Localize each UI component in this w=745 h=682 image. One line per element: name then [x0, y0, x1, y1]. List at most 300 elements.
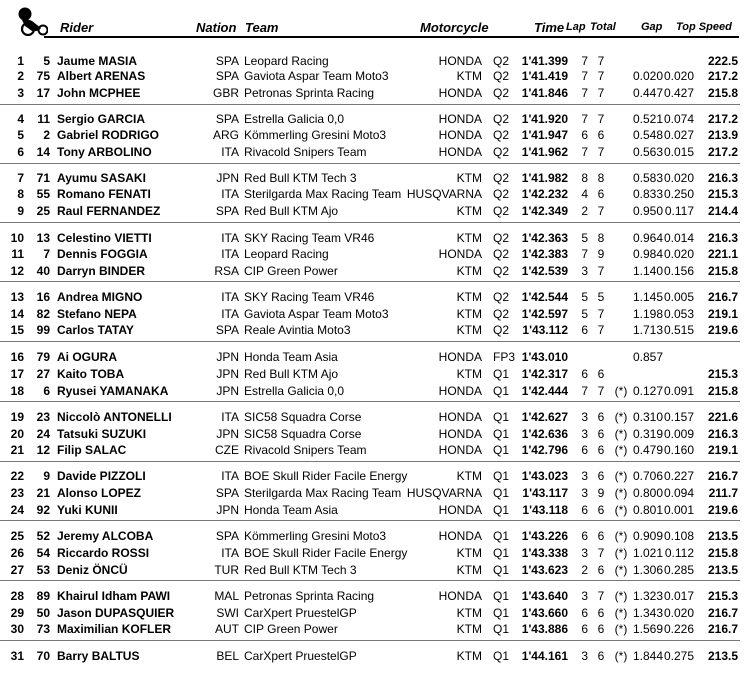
cell-moto: HONDA	[438, 589, 482, 603]
cell-prev: 0.160	[664, 443, 695, 457]
cell-lap: 6	[581, 529, 588, 543]
cell-nat: ITA	[221, 290, 239, 304]
cell-tot: 6	[597, 563, 605, 577]
cell-gap: 0.521	[632, 112, 663, 126]
cell-prev: 0.017	[664, 589, 695, 603]
cell-nat: JPN	[216, 384, 239, 398]
cell-gap: 0.548	[632, 128, 663, 142]
header-rider: Rider	[60, 20, 94, 35]
cell-moto: KTM	[456, 606, 482, 620]
cell-time: 1'43.117	[522, 486, 568, 500]
cell-tot: 6	[597, 503, 605, 517]
cell-moto: HONDA	[438, 443, 482, 457]
cell-moto: KTM	[456, 367, 482, 381]
cell-prev: 0.053	[664, 307, 695, 321]
cell-pos: 6	[17, 145, 24, 159]
cell-time: 1'43.886	[521, 622, 568, 636]
motorcycle-rider-icon	[16, 6, 48, 36]
cell-tot: 6	[597, 427, 605, 441]
cell-ses: Q2	[493, 54, 510, 68]
cell-prev: 0.156	[664, 264, 695, 278]
table-row	[0, 383, 745, 401]
cell-num: 75	[36, 69, 50, 83]
cell-time: 1'41.962	[521, 145, 568, 159]
cell-num: 27	[36, 367, 50, 381]
table-row	[0, 621, 745, 639]
cell-moto: KTM	[456, 264, 482, 278]
cell-pos: 19	[10, 410, 24, 424]
cell-rider: Khairul Idham PAWI	[57, 589, 171, 603]
cell-gap: 0.479	[632, 443, 663, 457]
cell-moto: HONDA	[438, 384, 482, 398]
cell-gap: 0.319	[632, 427, 663, 441]
cell-pos: 29	[10, 606, 24, 620]
cell-lap: 7	[581, 384, 588, 398]
cell-team: Red Bull KTM Tech 3	[244, 563, 357, 577]
cell-time: 1'43.010	[521, 350, 568, 364]
cell-moto: KTM	[456, 171, 482, 185]
cell-lap: 7	[581, 69, 588, 83]
cell-team: Petronas Sprinta Racing	[244, 589, 375, 603]
cell-team: Leopard Racing	[244, 54, 329, 68]
cell-tot: 8	[597, 171, 605, 185]
cell-moto: KTM	[456, 204, 482, 218]
cell-prev: 0.074	[664, 112, 695, 126]
cell-nat: SPA	[215, 323, 239, 337]
cell-spd: 213.5	[707, 649, 738, 663]
cell-nat: GBR	[212, 86, 239, 100]
cell-num: 55	[36, 187, 50, 201]
cell-time: 1'42.444	[521, 384, 568, 398]
cell-moto: KTM	[456, 69, 482, 83]
cell-lap: 3	[581, 486, 588, 500]
table-row	[0, 502, 745, 520]
group-separator	[0, 401, 740, 402]
cell-pos: 3	[17, 86, 24, 100]
cell-spd: 219.1	[707, 307, 738, 321]
cell-nat: SPA	[215, 69, 239, 83]
cell-prev: 0.020	[664, 171, 695, 185]
cell-pos: 10	[10, 231, 24, 245]
cell-pos: 18	[10, 384, 24, 398]
cell-gap: 0.447	[632, 86, 663, 100]
cell-rider: Dennis FOGGIA	[57, 247, 148, 261]
cell-moto: HONDA	[438, 427, 482, 441]
cell-lap: 7	[581, 86, 588, 100]
cell-time: 1'42.317	[521, 367, 568, 381]
table-row	[0, 263, 745, 281]
cell-prev: 0.020	[664, 69, 695, 83]
cell-tot: 9	[597, 486, 605, 500]
cell-time: 1'41.846	[521, 86, 568, 100]
cell-ses: Q1	[493, 384, 510, 398]
cell-ses: Q1	[493, 486, 510, 500]
cell-time: 1'43.118	[522, 503, 568, 517]
cell-rider: Gabriel RODRIGO	[57, 128, 160, 142]
cell-tot: 6	[597, 622, 605, 636]
cell-pos: 4	[17, 112, 24, 126]
table-row	[0, 322, 745, 340]
cell-team: Kömmerling Gresini Moto3	[244, 529, 387, 543]
table-row	[0, 186, 745, 204]
cell-prev: 0.226	[664, 622, 695, 636]
cell-nat: JPN	[216, 503, 239, 517]
cell-gap: 1.713	[632, 323, 663, 337]
cell-spd: 217.2	[707, 69, 738, 83]
cell-prev: 0.285	[664, 563, 695, 577]
cell-time: 1'41.982	[521, 171, 568, 185]
cell-lap: 6	[581, 503, 588, 517]
cell-moto: KTM	[456, 290, 482, 304]
cell-moto: KTM	[456, 323, 482, 337]
cell-moto: KTM	[456, 649, 482, 663]
cell-rider: Tatsuki SUZUKI	[57, 427, 147, 441]
cell-moto: HUSQVARNA	[406, 486, 482, 500]
cell-team: Honda Team Asia	[244, 503, 338, 517]
cell-team: Red Bull KTM Ajo	[244, 367, 339, 381]
header-gap: Gap	[641, 21, 663, 33]
cell-spd: 215.8	[707, 384, 738, 398]
cell-nat: MAL	[214, 589, 239, 603]
cell-rider: Darryn BINDER	[57, 264, 146, 278]
cell-spd: 222.5	[707, 54, 738, 68]
cell-num: 6	[43, 384, 50, 398]
cell-team: Rivacold Snipers Team	[244, 145, 367, 159]
cell-gap: 0.833	[632, 187, 663, 201]
cell-tot: 6	[597, 187, 605, 201]
cell-spd: 217.2	[707, 145, 738, 159]
cell-num: 73	[36, 622, 50, 636]
cell-moto: HONDA	[438, 128, 482, 142]
cell-spd: 221.6	[707, 410, 738, 424]
group-separator	[0, 461, 740, 462]
cell-pos: 22	[10, 469, 24, 483]
cell-moto: KTM	[456, 622, 482, 636]
cell-team: Sterilgarda Max Racing Team	[244, 486, 402, 500]
cell-moto: HONDA	[438, 529, 482, 543]
cell-flag: (*)	[614, 622, 628, 636]
cell-num: 16	[36, 290, 50, 304]
cell-prev: 0.091	[664, 384, 695, 398]
cell-tot: 7	[597, 145, 605, 159]
cell-spd: 221.1	[707, 247, 738, 261]
cell-time: 1'42.383	[521, 247, 568, 261]
header-rule	[44, 36, 739, 38]
cell-lap: 6	[581, 323, 588, 337]
cell-tot: 6	[597, 443, 605, 457]
cell-rider: Andrea MIGNO	[57, 290, 143, 304]
cell-ses: Q2	[493, 69, 510, 83]
cell-flag: (*)	[614, 606, 628, 620]
cell-flag: (*)	[614, 443, 628, 457]
cell-ses: Q1	[493, 649, 510, 663]
cell-lap: 6	[581, 622, 588, 636]
group-separator	[0, 281, 740, 282]
cell-spd: 214.4	[707, 204, 738, 218]
group-separator	[0, 222, 740, 223]
cell-nat: ITA	[221, 187, 239, 201]
cell-pos: 1	[17, 54, 24, 68]
cell-nat: CZE	[215, 443, 239, 457]
group-separator	[0, 640, 740, 641]
cell-ses: Q1	[493, 563, 510, 577]
cell-nat: SPA	[215, 486, 239, 500]
cell-num: 21	[36, 486, 50, 500]
cell-gap: 1.198	[632, 307, 663, 321]
cell-lap: 6	[581, 367, 588, 381]
cell-pos: 8	[17, 187, 24, 201]
cell-num: 82	[36, 307, 50, 321]
cell-prev: 0.014	[664, 231, 695, 245]
cell-team: CarXpert PruestelGP	[244, 649, 357, 663]
cell-nat: ARG	[212, 128, 239, 142]
cell-prev: 0.009	[664, 427, 695, 441]
cell-nat: JPN	[216, 171, 239, 185]
table-row	[0, 85, 745, 103]
cell-tot: 6	[597, 410, 605, 424]
cell-num: 71	[36, 171, 50, 185]
cell-tot: 8	[597, 231, 605, 245]
group-separator	[0, 104, 740, 105]
cell-ses: Q2	[493, 112, 510, 126]
cell-spd: 219.1	[707, 443, 738, 457]
header-motorcycle: Motorcycle	[420, 20, 489, 35]
table-row	[0, 144, 745, 162]
cell-flag: (*)	[614, 503, 628, 517]
cell-flag: (*)	[614, 410, 628, 424]
cell-tot: 7	[597, 69, 605, 83]
cell-spd: 213.9	[707, 128, 738, 142]
cell-team: Reale Avintia Moto3	[244, 323, 351, 337]
cell-ses: Q1	[493, 589, 510, 603]
cell-lap: 5	[581, 231, 588, 245]
cell-num: 2	[43, 128, 50, 142]
cell-pos: 15	[10, 323, 24, 337]
cell-num: 50	[36, 606, 50, 620]
group-separator	[0, 341, 740, 342]
cell-spd: 215.3	[707, 187, 738, 201]
cell-tot: 6	[597, 469, 605, 483]
cell-nat: JPN	[216, 367, 239, 381]
cell-time: 1'44.161	[521, 649, 568, 663]
cell-num: 11	[37, 112, 50, 126]
cell-rider: Romano FENATI	[57, 187, 151, 201]
cell-prev: 0.157	[664, 410, 695, 424]
cell-moto: HONDA	[438, 503, 482, 517]
cell-tot: 6	[597, 649, 605, 663]
cell-team: CarXpert PruestelGP	[244, 606, 357, 620]
cell-spd: 216.7	[707, 622, 738, 636]
cell-lap: 3	[581, 589, 588, 603]
table-row	[0, 485, 745, 503]
cell-spd: 216.7	[707, 290, 738, 304]
cell-ses: Q2	[493, 204, 510, 218]
cell-team: SIC58 Squadra Corse	[244, 427, 362, 441]
cell-team: Red Bull KTM Tech 3	[244, 171, 357, 185]
cell-gap: 0.984	[632, 247, 663, 261]
cell-num: 25	[36, 204, 50, 218]
cell-moto: KTM	[456, 307, 482, 321]
cell-tot: 7	[597, 264, 605, 278]
cell-team: Honda Team Asia	[244, 350, 338, 364]
cell-team: SIC58 Squadra Corse	[244, 410, 362, 424]
cell-pos: 14	[10, 307, 24, 321]
cell-num: 89	[36, 589, 50, 603]
cell-team: Estrella Galicia 0,0	[244, 384, 345, 398]
cell-gap: 0.964	[632, 231, 663, 245]
cell-flag: (*)	[614, 529, 628, 543]
cell-team: Kömmerling Gresini Moto3	[244, 128, 387, 142]
cell-tot: 6	[597, 606, 605, 620]
cell-time: 1'43.226	[521, 529, 568, 543]
cell-team: Rivacold Snipers Team	[244, 443, 367, 457]
cell-nat: SPA	[215, 112, 239, 126]
cell-prev: 0.015	[664, 145, 695, 159]
cell-time: 1'42.544	[521, 290, 568, 304]
cell-ses: Q2	[493, 323, 510, 337]
cell-ses: Q2	[493, 145, 510, 159]
cell-lap: 3	[581, 427, 588, 441]
cell-time: 1'42.796	[521, 443, 568, 457]
table-row	[0, 588, 745, 606]
cell-team: Estrella Galicia 0,0	[244, 112, 345, 126]
cell-rider: Ryusei YAMANAKA	[57, 384, 169, 398]
cell-lap: 2	[581, 204, 588, 218]
table-header	[0, 0, 745, 40]
cell-time: 1'41.947	[521, 128, 568, 142]
cell-prev: 0.227	[664, 469, 695, 483]
cell-prev: 0.001	[664, 503, 695, 517]
cell-pos: 28	[10, 589, 24, 603]
cell-spd: 215.8	[707, 86, 738, 100]
cell-lap: 3	[581, 410, 588, 424]
cell-gap: 1.323	[632, 589, 663, 603]
cell-moto: HONDA	[438, 410, 482, 424]
cell-moto: KTM	[456, 546, 482, 560]
cell-num: 23	[36, 410, 50, 424]
cell-gap: 0.020	[632, 69, 663, 83]
cell-team: Leopard Racing	[244, 247, 329, 261]
cell-team: Gaviota Aspar Team Moto3	[244, 69, 389, 83]
group-separator	[0, 520, 740, 521]
cell-prev: 0.005	[664, 290, 695, 304]
cell-spd: 215.3	[707, 589, 738, 603]
cell-flag: (*)	[614, 427, 628, 441]
cell-pos: 31	[10, 649, 24, 663]
cell-spd: 216.3	[707, 427, 738, 441]
cell-time: 1'42.597	[521, 307, 568, 321]
table-row	[0, 562, 745, 580]
cell-ses: Q1	[493, 503, 510, 517]
cell-nat: TUR	[214, 563, 239, 577]
cell-flag: (*)	[614, 384, 628, 398]
cell-moto: KTM	[456, 563, 482, 577]
cell-prev: 0.094	[664, 486, 695, 500]
cell-prev: 0.117	[664, 204, 694, 218]
cell-gap: 1.145	[632, 290, 663, 304]
cell-rider: Davide PIZZOLI	[57, 469, 146, 483]
cell-nat: ITA	[221, 410, 239, 424]
cell-team: Red Bull KTM Ajo	[244, 204, 339, 218]
cell-ses: Q1	[493, 606, 510, 620]
cell-rider: Sergio GARCIA	[57, 112, 146, 126]
cell-prev: 0.108	[664, 529, 695, 543]
cell-ses: Q2	[493, 128, 510, 142]
cell-num: 7	[43, 247, 50, 261]
cell-flag: (*)	[614, 589, 628, 603]
cell-pos: 23	[10, 486, 24, 500]
cell-pos: 13	[10, 290, 24, 304]
cell-tot: 7	[597, 323, 605, 337]
cell-rider: Ayumu SASAKI	[57, 171, 146, 185]
table-row	[0, 289, 745, 307]
cell-moto: HONDA	[438, 247, 482, 261]
header-total: Total	[590, 21, 616, 33]
cell-spd: 215.3	[707, 367, 738, 381]
cell-flag: (*)	[614, 546, 628, 560]
cell-time: 1'41.419	[521, 69, 568, 83]
cell-gap: 0.583	[632, 171, 663, 185]
cell-pos: 11	[11, 247, 24, 261]
cell-tot: 6	[597, 128, 605, 142]
cell-flag: (*)	[614, 649, 628, 663]
cell-gap: 0.909	[632, 529, 663, 543]
cell-rider: Tony ARBOLINO	[57, 145, 152, 159]
cell-time: 1'43.338	[521, 546, 568, 560]
cell-tot: 7	[597, 384, 605, 398]
cell-tot: 7	[597, 112, 605, 126]
table-row	[0, 409, 745, 427]
cell-prev: 0.515	[664, 323, 695, 337]
cell-spd: 219.6	[707, 323, 738, 337]
cell-pos: 9	[17, 204, 24, 218]
cell-ses: Q1	[493, 529, 510, 543]
cell-moto: HUSQVARNA	[406, 187, 482, 201]
cell-lap: 8	[581, 171, 588, 185]
header-nation: Nation	[196, 20, 237, 35]
cell-num: 99	[36, 323, 50, 337]
cell-nat: ITA	[221, 469, 239, 483]
cell-ses: Q2	[493, 231, 510, 245]
table-row	[0, 528, 745, 546]
cell-lap: 6	[581, 606, 588, 620]
group-separator	[0, 163, 740, 164]
cell-spd: 217.2	[707, 112, 738, 126]
cell-num: 24	[36, 427, 50, 441]
cell-ses: Q2	[493, 187, 510, 201]
cell-lap: 3	[581, 649, 588, 663]
cell-tot: 7	[597, 54, 605, 68]
cell-nat: SPA	[215, 529, 239, 543]
table-row	[0, 246, 745, 264]
cell-gap: 0.706	[632, 469, 663, 483]
cell-pos: 24	[10, 503, 24, 517]
cell-num: 53	[36, 563, 50, 577]
cell-moto: HONDA	[438, 112, 482, 126]
cell-gap: 0.950	[632, 204, 663, 218]
cell-gap: 1.021	[632, 546, 663, 560]
table-row	[0, 366, 745, 384]
cell-pos: 26	[10, 546, 24, 560]
cell-tot: 7	[597, 546, 605, 560]
cell-gap: 1.844	[632, 649, 663, 663]
cell-nat: JPN	[216, 350, 239, 364]
cell-rider: Deniz ÖNCÜ	[57, 563, 128, 577]
cell-rider: Stefano NEPA	[57, 307, 137, 321]
cell-spd: 216.7	[707, 606, 738, 620]
cell-ses: Q1	[493, 546, 510, 560]
cell-flag: (*)	[614, 486, 628, 500]
